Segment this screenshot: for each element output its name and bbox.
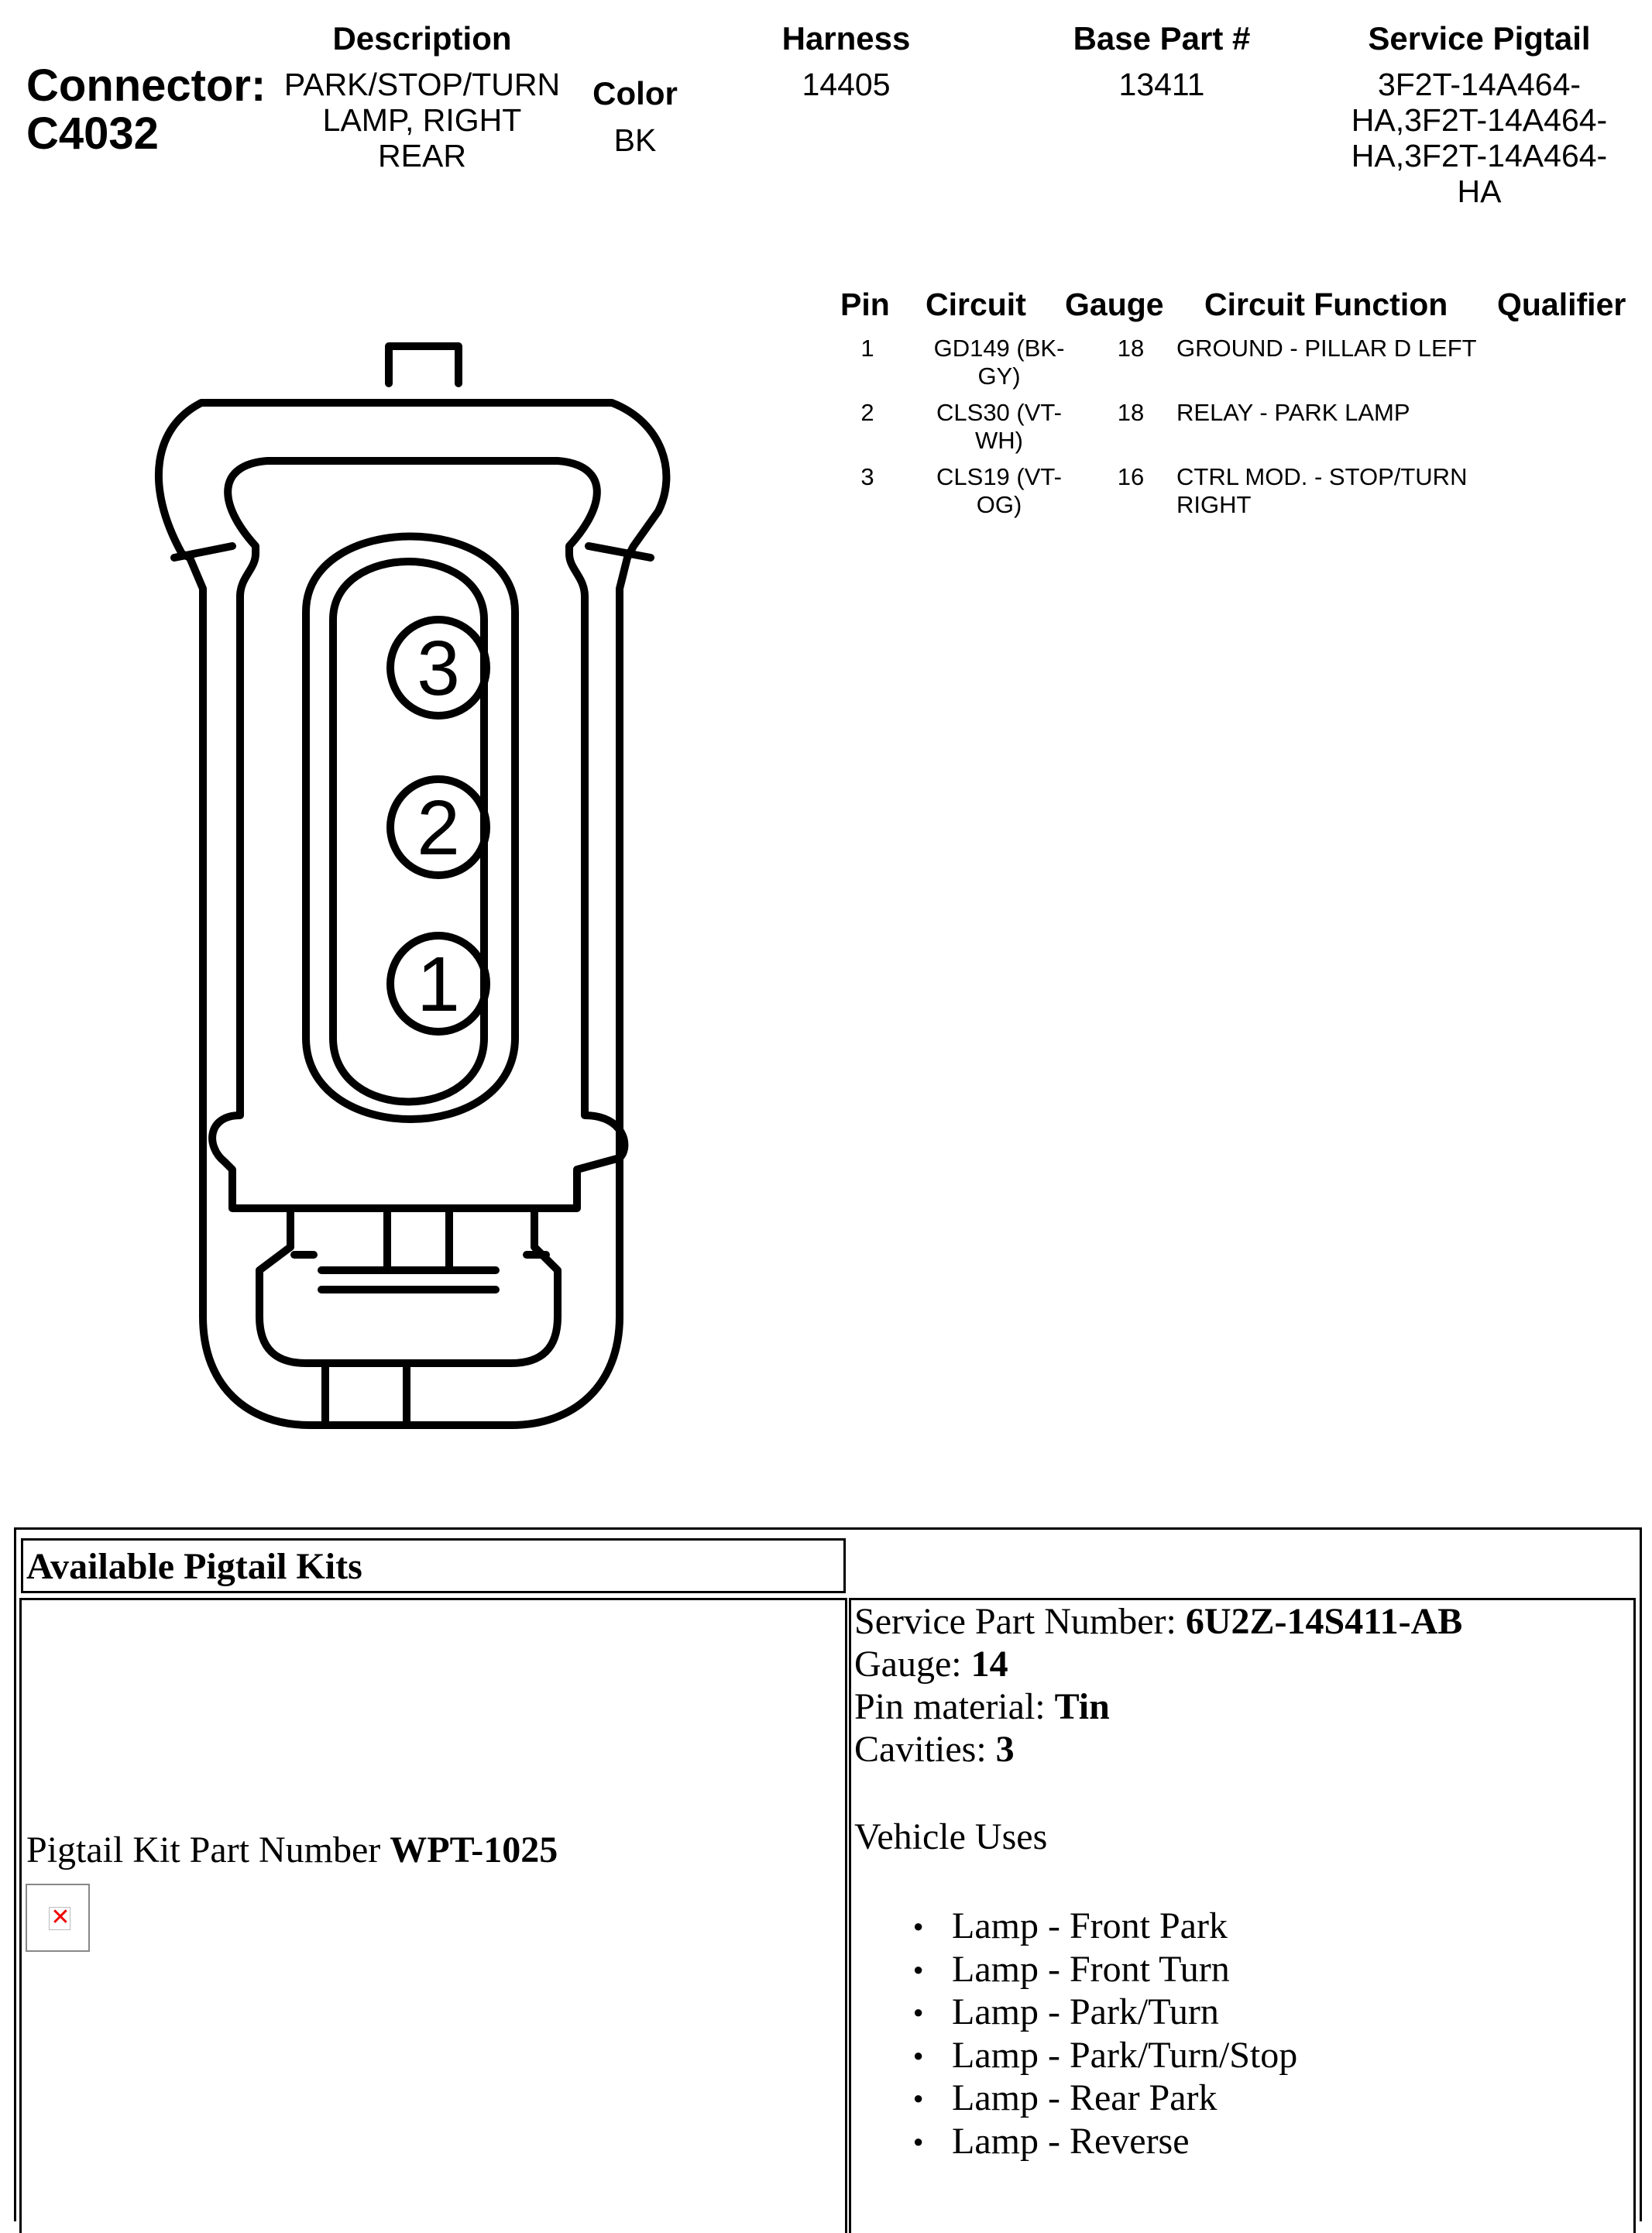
qualifier-header: Qualifier (1497, 287, 1626, 322)
list-item: ● Lamp - Park/Turn (913, 1991, 1297, 2034)
service-part-number: 6U2Z-14S411-AB (1185, 1601, 1463, 1642)
cavities-value: 3 (995, 1729, 1015, 1770)
cavities-label: Cavities: (854, 1729, 987, 1770)
pigtail-kit-number: WPT-1025 (390, 1829, 558, 1871)
circuit-line: CLS19 (VT- (936, 463, 1062, 490)
gauge-value: 14 (970, 1644, 1008, 1685)
pin-cell: 2 (860, 399, 874, 426)
description-line: PARK/STOP/TURN (283, 67, 561, 102)
pin-1-label: 1 (417, 941, 460, 1028)
vehicle-uses-title: Vehicle Uses (854, 1816, 1048, 1857)
color-value: BK (613, 122, 657, 158)
service-part-cell (849, 1598, 1636, 2233)
pin-material-line (854, 1685, 1462, 1728)
gauge-cell: 18 (1117, 399, 1145, 426)
service-part-line (854, 1600, 1462, 1643)
list-item: ● Lamp - Front Turn (913, 1948, 1297, 1991)
pin-material-value: Tin (1054, 1686, 1110, 1727)
pin-cell: 3 (860, 463, 874, 490)
circuit-header: Circuit (926, 287, 1026, 322)
connector-label-text: Connector: (26, 60, 266, 111)
pin-header: Pin (840, 287, 890, 322)
pigtail-kit-part (26, 1829, 558, 1871)
vehicle-uses-list (913, 1905, 1297, 2163)
function-line: CTRL MOD. - STOP/TURN (1176, 463, 1468, 490)
broken-image-icon: ✕ (26, 1884, 90, 1952)
gauge-cell: 16 (1117, 463, 1145, 490)
circuit-line: OG) (976, 491, 1022, 518)
pigtail-kits-title-cell (21, 1538, 846, 1593)
pigtail-kit-label: Pigtail Kit Part Number (26, 1829, 381, 1871)
pin-material-label: Pin material: (854, 1686, 1046, 1727)
service-pigtail-line: 3F2T-14A464- (1377, 67, 1582, 102)
base-part-header: Base Part # (1073, 20, 1251, 57)
service-pigtail-line: HA,3F2T-14A464- (1351, 102, 1608, 138)
circuit-line: GY) (977, 362, 1021, 390)
circuit-line: WH) (975, 427, 1023, 454)
gauge-label: Gauge: (854, 1644, 962, 1685)
color-header: Color (592, 75, 678, 112)
pin-cell: 1 (860, 335, 874, 362)
list-item: ● Lamp - Rear Park (913, 2077, 1297, 2120)
service-pigtail-line: HA (1457, 173, 1502, 209)
pigtail-kit-cell (19, 1598, 847, 2233)
function-line: GROUND - PILLAR D LEFT (1176, 335, 1477, 362)
description-line: REAR (378, 138, 466, 173)
pin-3-label: 3 (417, 625, 460, 712)
description-header: Description (332, 20, 512, 57)
pigtail-kits-title: Available Pigtail Kits (26, 1546, 362, 1587)
gauge-header: Gauge (1065, 287, 1164, 322)
cavities-line (854, 1728, 1462, 1771)
list-item: ● Lamp - Reverse (913, 2120, 1297, 2163)
pin-2-label: 2 (417, 785, 460, 871)
service-pigtail-header: Service Pigtail (1368, 20, 1591, 57)
list-item: ● Lamp - Front Park (913, 1905, 1297, 1948)
base-part-value: 13411 (1118, 67, 1205, 102)
circuit-function-header: Circuit Function (1204, 287, 1448, 322)
description-line: LAMP, RIGHT (322, 102, 522, 138)
service-pigtail-line: HA,3F2T-14A464- (1351, 138, 1608, 173)
service-part-info (854, 1600, 1462, 1771)
function-line: RIGHT (1176, 491, 1252, 518)
service-part-label: Service Part Number: (854, 1601, 1176, 1642)
harness-value: 14405 (802, 67, 891, 102)
latch-ramp-right (589, 546, 651, 558)
list-item: ● Lamp - Park/Turn/Stop (913, 2034, 1297, 2077)
latch-tab (389, 346, 459, 383)
circuit-line: GD149 (BK- (933, 335, 1065, 362)
gauge-line (854, 1643, 1462, 1685)
gauge-cell: 18 (1117, 335, 1145, 362)
harness-header: Harness (781, 20, 911, 57)
function-line: RELAY - PARK LAMP (1176, 399, 1410, 426)
connector-id: C4032 (26, 108, 159, 159)
circuit-line: CLS30 (VT- (936, 399, 1062, 426)
